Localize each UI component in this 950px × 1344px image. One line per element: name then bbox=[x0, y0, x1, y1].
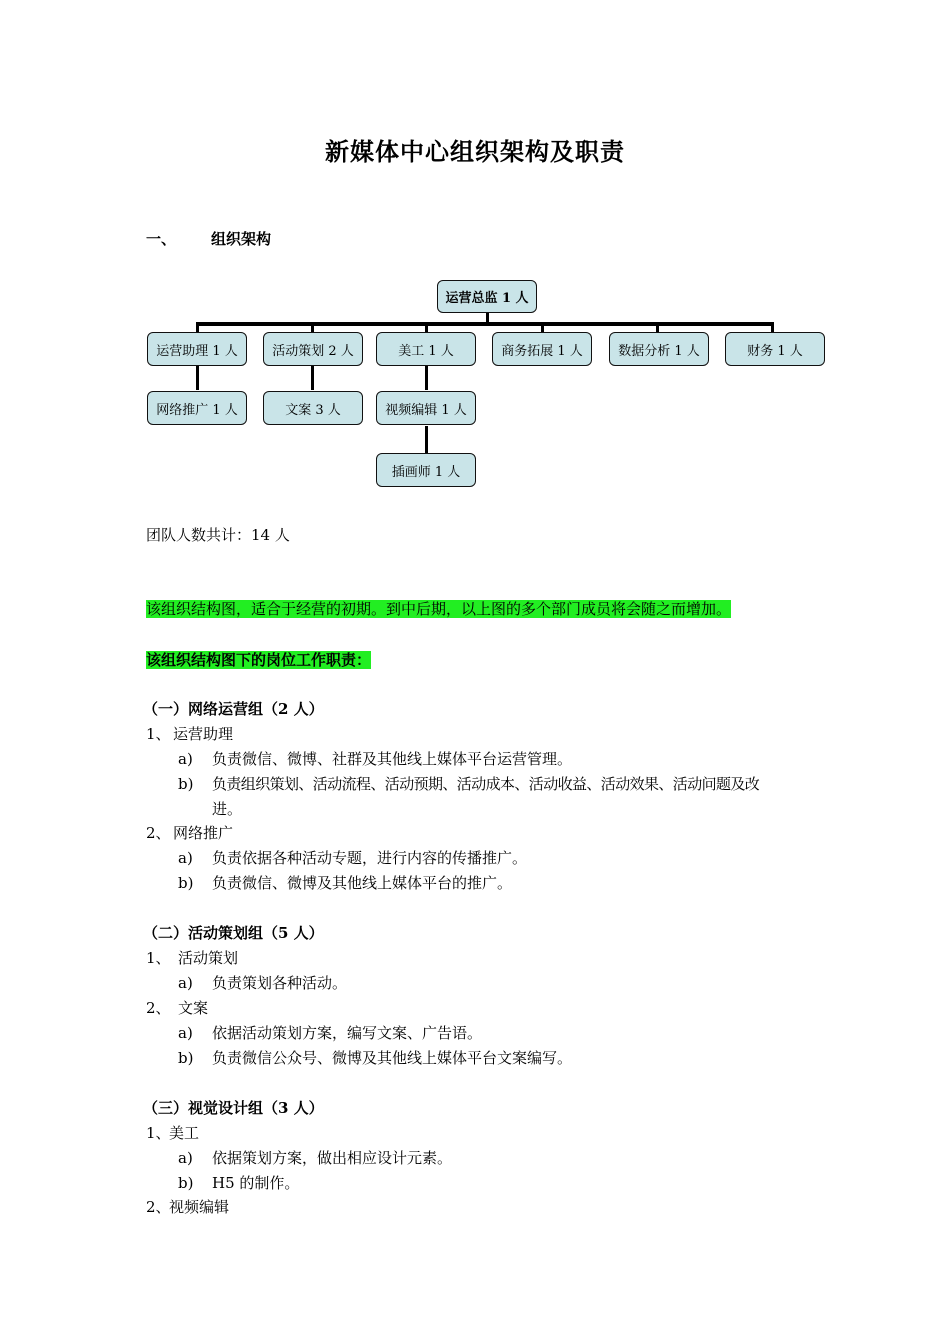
note-text: 该组织结构图，适合于经营的初期。到中后期，以上图的多个部门成员将会随之而增加。 bbox=[146, 600, 732, 618]
role-number: 2、 bbox=[146, 824, 171, 842]
role-number: 2、 bbox=[146, 999, 171, 1017]
item-marker: a) bbox=[178, 1149, 193, 1167]
role-number: 1、 bbox=[146, 1124, 171, 1142]
duties-heading-line bbox=[146, 650, 371, 670]
org-node-art-design: 美工 1 人 bbox=[376, 332, 476, 366]
item-text: 负责策划各种活动。 bbox=[212, 974, 348, 992]
item-marker: a) bbox=[178, 1024, 193, 1042]
connector bbox=[425, 366, 428, 390]
connector bbox=[311, 366, 314, 390]
item-text: 负责依据各种活动专题，进行内容的传播推广。 bbox=[212, 849, 528, 867]
item-text: 依据活动策划方案，编写文案、广告语。 bbox=[212, 1024, 483, 1042]
document-title: 新媒体中心组织架构及职责 bbox=[325, 137, 625, 166]
item-text: H5 的制作。 bbox=[212, 1174, 300, 1192]
role-number: 1、 bbox=[146, 949, 171, 967]
role-name: 运营助理 bbox=[173, 725, 234, 743]
item-text: 负责微信、微博及其他线上媒体平台的推广。 bbox=[212, 874, 513, 892]
duties-heading: 该组织结构图下的岗位工作职责： bbox=[146, 651, 372, 669]
item-marker: a) bbox=[178, 974, 193, 992]
org-node-root: 运营总监 1 人 bbox=[437, 280, 537, 313]
item-marker: b) bbox=[178, 775, 194, 793]
item-text-continued: 进。 bbox=[212, 800, 243, 818]
org-node-business-dev: 商务拓展 1 人 bbox=[492, 332, 592, 366]
item-text: 负责微信公众号、微博及其他线上媒体平台文案编写。 bbox=[212, 1049, 573, 1067]
note-highlight bbox=[146, 599, 731, 619]
org-node-video-editing: 视频编辑 1 人 bbox=[376, 391, 476, 425]
role-name: 网络推广 bbox=[173, 824, 234, 842]
team-total: 团队人数共计：14 人 bbox=[146, 526, 290, 544]
item-marker: b) bbox=[178, 1174, 194, 1192]
org-node-finance: 财务 1 人 bbox=[725, 332, 825, 366]
org-node-online-promotion: 网络推广 1 人 bbox=[147, 391, 247, 425]
item-text: 依据策划方案，做出相应设计元素。 bbox=[212, 1149, 453, 1167]
connector bbox=[425, 426, 428, 453]
item-marker: a) bbox=[178, 750, 193, 768]
role-number: 1、 bbox=[146, 725, 171, 743]
section-title: 组织架构 bbox=[211, 230, 272, 248]
org-node-event-planning: 活动策划 2 人 bbox=[263, 332, 363, 366]
connector bbox=[196, 322, 774, 326]
item-marker: b) bbox=[178, 874, 194, 892]
section-number: 一、 bbox=[146, 230, 177, 248]
org-node-illustrator: 插画师 1 人 bbox=[376, 453, 476, 487]
connector bbox=[196, 366, 199, 390]
role-name: 美工 bbox=[169, 1124, 200, 1142]
role-number: 2、 bbox=[146, 1198, 171, 1216]
role-name: 活动策划 bbox=[178, 949, 239, 967]
org-node-copywriting: 文案 3 人 bbox=[263, 391, 363, 425]
group-title: （一）网络运营组（2 人） bbox=[143, 700, 324, 718]
role-name: 文案 bbox=[178, 999, 209, 1017]
item-marker: b) bbox=[178, 1049, 194, 1067]
org-node-ops-assistant: 运营助理 1 人 bbox=[147, 332, 247, 366]
item-text: 负责微信、微博、社群及其他线上媒体平台运营管理。 bbox=[212, 750, 573, 768]
org-node-data-analysis: 数据分析 1 人 bbox=[609, 332, 709, 366]
item-marker: a) bbox=[178, 849, 193, 867]
group-title: （三）视觉设计组（3 人） bbox=[143, 1099, 324, 1117]
role-name: 视频编辑 bbox=[169, 1198, 230, 1216]
group-title: （二）活动策划组（5 人） bbox=[143, 924, 324, 942]
item-text: 负责组织策划、活动流程、活动预期、活动成本、活动收益、活动效果、活动问题及改 bbox=[212, 775, 760, 793]
